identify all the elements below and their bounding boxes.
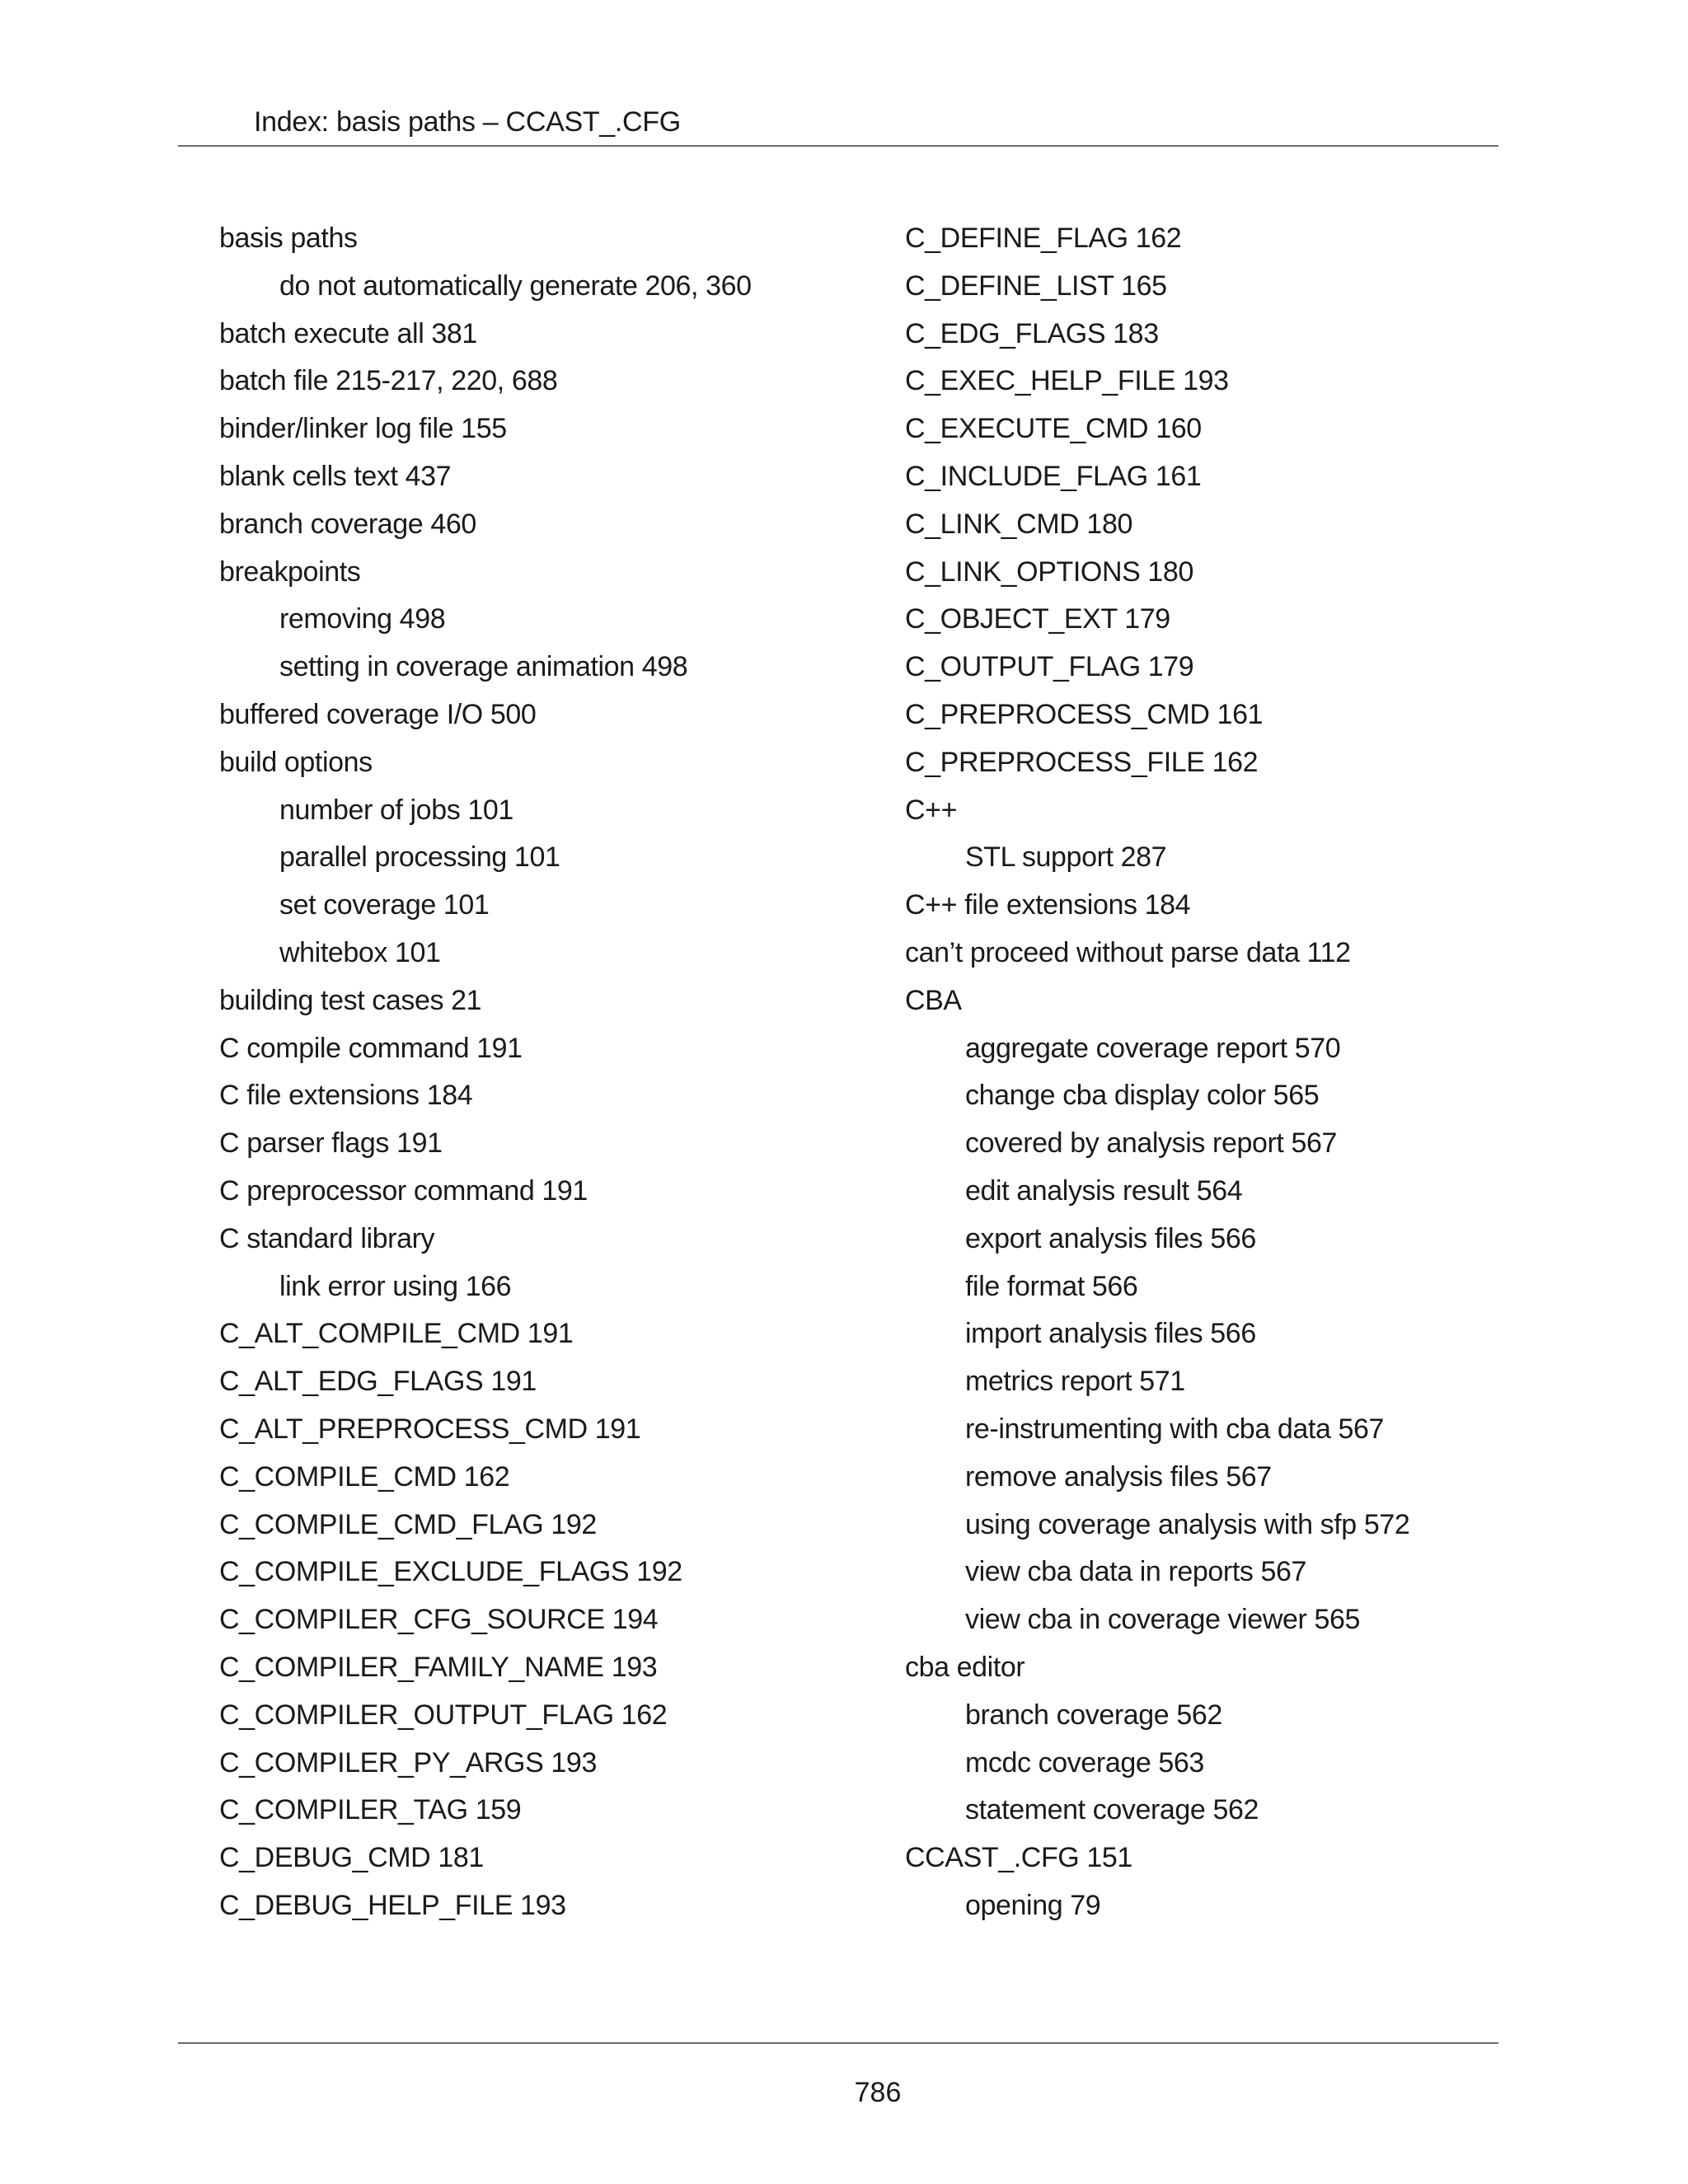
index-subentry: covered by analysis report 567 bbox=[965, 1127, 1338, 1160]
index-entry: buffered coverage I/O 500 bbox=[219, 698, 537, 730]
index-entry: C_ALT_EDG_FLAGS 191 bbox=[219, 1366, 537, 1398]
index-entry: CCAST_.CFG 151 bbox=[905, 1842, 1132, 1874]
running-header: Index: basis paths – CCAST_.CFG bbox=[254, 106, 681, 138]
index-entry: basis paths bbox=[219, 223, 358, 254]
index-subentry: aggregate coverage report 570 bbox=[965, 1032, 1341, 1064]
index-subentry: parallel processing 101 bbox=[279, 841, 560, 874]
index-subentry: re-instrumenting with cba data 567 bbox=[965, 1413, 1385, 1445]
index-entry: branch coverage 460 bbox=[219, 508, 476, 540]
index-entry: C_COMPILE_EXCLUDE_FLAGS 192 bbox=[219, 1556, 682, 1588]
index-subentry: using coverage analysis with sfp 572 bbox=[965, 1508, 1410, 1540]
index-subentry: mcdc coverage 563 bbox=[965, 1746, 1204, 1779]
index-entry: C_PREPROCESS_FILE 162 bbox=[905, 746, 1259, 778]
index-subentry: view cba in coverage viewer 565 bbox=[965, 1604, 1360, 1636]
index-entry: C_OUTPUT_FLAG 179 bbox=[905, 651, 1194, 683]
index-entry: blank cells text 437 bbox=[219, 460, 452, 492]
index-entry: C standard library bbox=[219, 1222, 435, 1254]
index-entry: C++ bbox=[905, 794, 958, 826]
index-entry: C_DEFINE_LIST 165 bbox=[905, 269, 1167, 302]
index-entry: breakpoints bbox=[219, 555, 361, 588]
index-entry: C_LINK_OPTIONS 180 bbox=[905, 555, 1193, 588]
index-entry: C_INCLUDE_FLAG 161 bbox=[905, 460, 1202, 492]
index-entry: C_OBJECT_EXT 179 bbox=[905, 603, 1170, 635]
index-entry: C parser flags 191 bbox=[219, 1127, 443, 1160]
index-entry: C_LINK_CMD 180 bbox=[905, 508, 1132, 540]
index-entry: can’t proceed without parse data 112 bbox=[905, 936, 1351, 968]
index-subentry: do not automatically generate 206, 360 bbox=[279, 269, 752, 302]
page-number: 786 bbox=[854, 2077, 902, 2108]
index-entry: C_COMPILER_CFG_SOURCE 194 bbox=[219, 1604, 659, 1636]
index-subentry: edit analysis result 564 bbox=[965, 1174, 1243, 1207]
index-entry: C_COMPILE_CMD_FLAG 192 bbox=[219, 1508, 597, 1540]
index-column-right bbox=[905, 215, 1498, 1930]
index-subentry: STL support 287 bbox=[965, 841, 1167, 874]
index-subentry: metrics report 571 bbox=[965, 1366, 1185, 1398]
index-subentry: set coverage 101 bbox=[279, 889, 490, 921]
index-entry: build options bbox=[219, 746, 373, 778]
index-entry: C_DEFINE_FLAG 162 bbox=[905, 223, 1182, 254]
index-subentry: removing 498 bbox=[279, 603, 446, 635]
index-entry: C_PREPROCESS_CMD 161 bbox=[905, 698, 1264, 730]
header-rule bbox=[178, 145, 1498, 147]
index-entry: C_COMPILER_PY_ARGS 193 bbox=[219, 1746, 597, 1779]
index-subentry: opening 79 bbox=[965, 1889, 1101, 1921]
index-entry: C_COMPILE_CMD 162 bbox=[219, 1460, 510, 1493]
index-subentry: number of jobs 101 bbox=[279, 794, 513, 826]
index-column-left bbox=[219, 215, 862, 1930]
index-entry: binder/linker log file 155 bbox=[219, 413, 507, 445]
index-subentry: link error using 166 bbox=[279, 1270, 512, 1302]
index-entry: C compile command 191 bbox=[219, 1032, 523, 1064]
index-entry: C_ALT_COMPILE_CMD 191 bbox=[219, 1318, 574, 1350]
index-subentry: import analysis files 566 bbox=[965, 1318, 1256, 1350]
index-entry: C_COMPILER_OUTPUT_FLAG 162 bbox=[219, 1699, 668, 1731]
index-entry: C_EXEC_HELP_FILE 193 bbox=[905, 365, 1229, 397]
index-entry: C_EDG_FLAGS 183 bbox=[905, 317, 1159, 349]
index-entry: C file extensions 184 bbox=[219, 1080, 473, 1112]
index-entry: building test cases 21 bbox=[219, 984, 482, 1016]
index-entry: CBA bbox=[905, 984, 962, 1016]
index-subentry: export analysis files 566 bbox=[965, 1222, 1256, 1254]
index-subentry: change cba display color 565 bbox=[965, 1080, 1320, 1112]
index-entry: batch execute all 381 bbox=[219, 317, 477, 349]
index-subentry: whitebox 101 bbox=[279, 936, 441, 968]
index-subentry: statement coverage 562 bbox=[965, 1794, 1259, 1826]
index-subentry: setting in coverage animation 498 bbox=[279, 651, 688, 683]
index-entry: C_DEBUG_CMD 181 bbox=[219, 1842, 484, 1874]
index-subentry: branch coverage 562 bbox=[965, 1699, 1222, 1731]
index-subentry: remove analysis files 567 bbox=[965, 1460, 1272, 1493]
index-subentry: view cba data in reports 567 bbox=[965, 1556, 1307, 1588]
index-entry: C++ file extensions 184 bbox=[905, 889, 1191, 921]
index-entry: cba editor bbox=[905, 1651, 1025, 1683]
footer-rule bbox=[178, 2042, 1498, 2044]
index-entry: C preprocessor command 191 bbox=[219, 1174, 588, 1207]
index-entry: batch file 215-217, 220, 688 bbox=[219, 365, 558, 397]
index-entry: C_DEBUG_HELP_FILE 193 bbox=[219, 1889, 566, 1921]
index-subentry: file format 566 bbox=[965, 1270, 1138, 1302]
index-entry: C_COMPILER_TAG 159 bbox=[219, 1794, 522, 1826]
index-entry: C_EXECUTE_CMD 160 bbox=[905, 413, 1202, 445]
index-entry: C_ALT_PREPROCESS_CMD 191 bbox=[219, 1413, 641, 1445]
index-entry: C_COMPILER_FAMILY_NAME 193 bbox=[219, 1651, 658, 1683]
